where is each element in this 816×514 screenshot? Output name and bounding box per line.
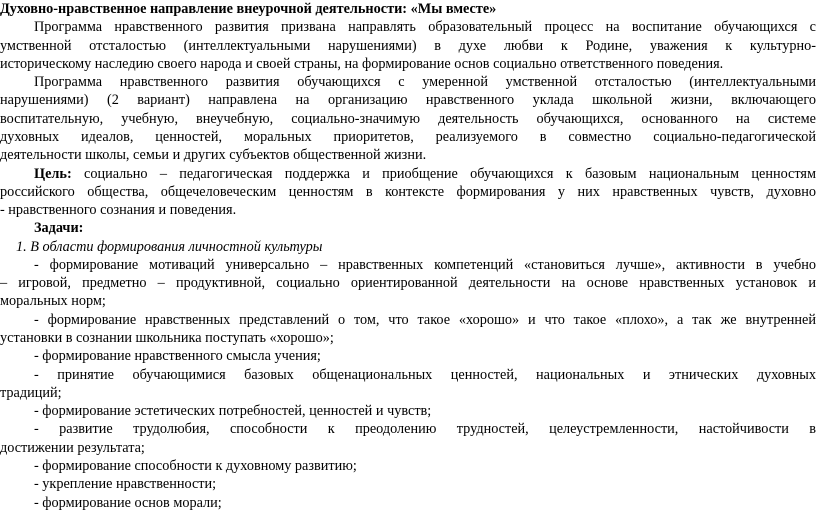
task-1-line-1: - формирование мотиваций универсально – нравственных компетенций «становиться лучше», активности в учебно: [34, 256, 816, 273]
task-6-line-1: - развитие трудолюбия, способности к преодолению трудностей, целеустремленности, настойчивости в: [34, 421, 816, 438]
goal-text-1: социально – педагогическая поддержка и приобщение обучающихся к базовым национальным ценностям: [71, 165, 816, 182]
tasks-section-1: 1. В области формирования личностной культуры: [16, 238, 323, 255]
tasks-heading: Задачи:: [34, 220, 84, 237]
task-8-line-1: - укрепление нравственности;: [34, 476, 217, 493]
paragraph-2-line-4: духовных идеалов, ценностей, моральных приоритетов, реализуемого в совместно социально-педагогической: [0, 128, 816, 145]
task-7-line-1: - формирование способности к духовному развитию;: [34, 458, 357, 474]
goal-line-2: российского общества, общечеловеческим ценностям в контексте формирования у них нравственных чувств, духовно: [0, 183, 816, 200]
task-4-line-2: традиций;: [0, 384, 62, 401]
task-9-line-1: - формирование основ морали;: [34, 494, 222, 511]
task-3-line-1: - формирование нравственного смысла учения;: [34, 348, 321, 365]
task-6-line-2: достижении результата;: [0, 439, 145, 456]
goal-line-3: - нравственного сознания и поведения.: [0, 202, 237, 219]
paragraph-1-line-3: историческому наследию своего народа и своей страны, на формирование основ социально ответственного поведения.: [0, 55, 724, 72]
task-5-line-1: - формирование эстетических потребностей, ценностей и чувств;: [34, 403, 432, 420]
task-2-line-1: - формирование нравственных представлений о том, что такое «хорошо» и что такое «плохо», а так же внутренней: [34, 311, 816, 328]
paragraph-2-line-1: Программа нравственного развития обучающихся с умеренной умственной отсталостью (интеллектуальными: [34, 74, 816, 91]
paragraph-2-line-2: нарушениями) (2 вариант) направлена на организацию нравственного уклада школьной жизни, включающего: [0, 92, 816, 109]
task-1-line-3: моральных норм;: [0, 293, 106, 310]
goal-line-1: [0, 165, 816, 183]
document-title: Духовно-нравственное направление внеурочной деятельности: «Мы вместе»: [0, 1, 497, 17]
goal-label: Цель:: [34, 165, 72, 182]
paragraph-1-line-1: Программа нравственного развития призвана направлять образовательный процесс на воспитание обучающихся с: [34, 19, 816, 36]
paragraph-2-line-3: воспитательную, учебную, внеучебную, социально-значимую деятельность обучающихся, основанного на системе: [0, 110, 816, 127]
task-1-line-2: – игровой, предметно – продуктивной, социально ориентированной деятельности на основе нравственных установок и: [0, 275, 816, 292]
paragraph-2-line-5: деятельности школы, семьи и других субъектов общественной жизни.: [0, 147, 427, 164]
task-2-line-2: установки в сознании школьника поступать «хорошо»;: [0, 330, 334, 347]
paragraph-1-line-2: умственной отсталостью (интеллектуальными нарушениями) в духе любви к Родине, уважения к культурно-: [0, 37, 816, 54]
task-4-line-1: - принятие обучающимися базовых общенациональных ценностей, национальных и этнических духовных: [34, 366, 816, 383]
